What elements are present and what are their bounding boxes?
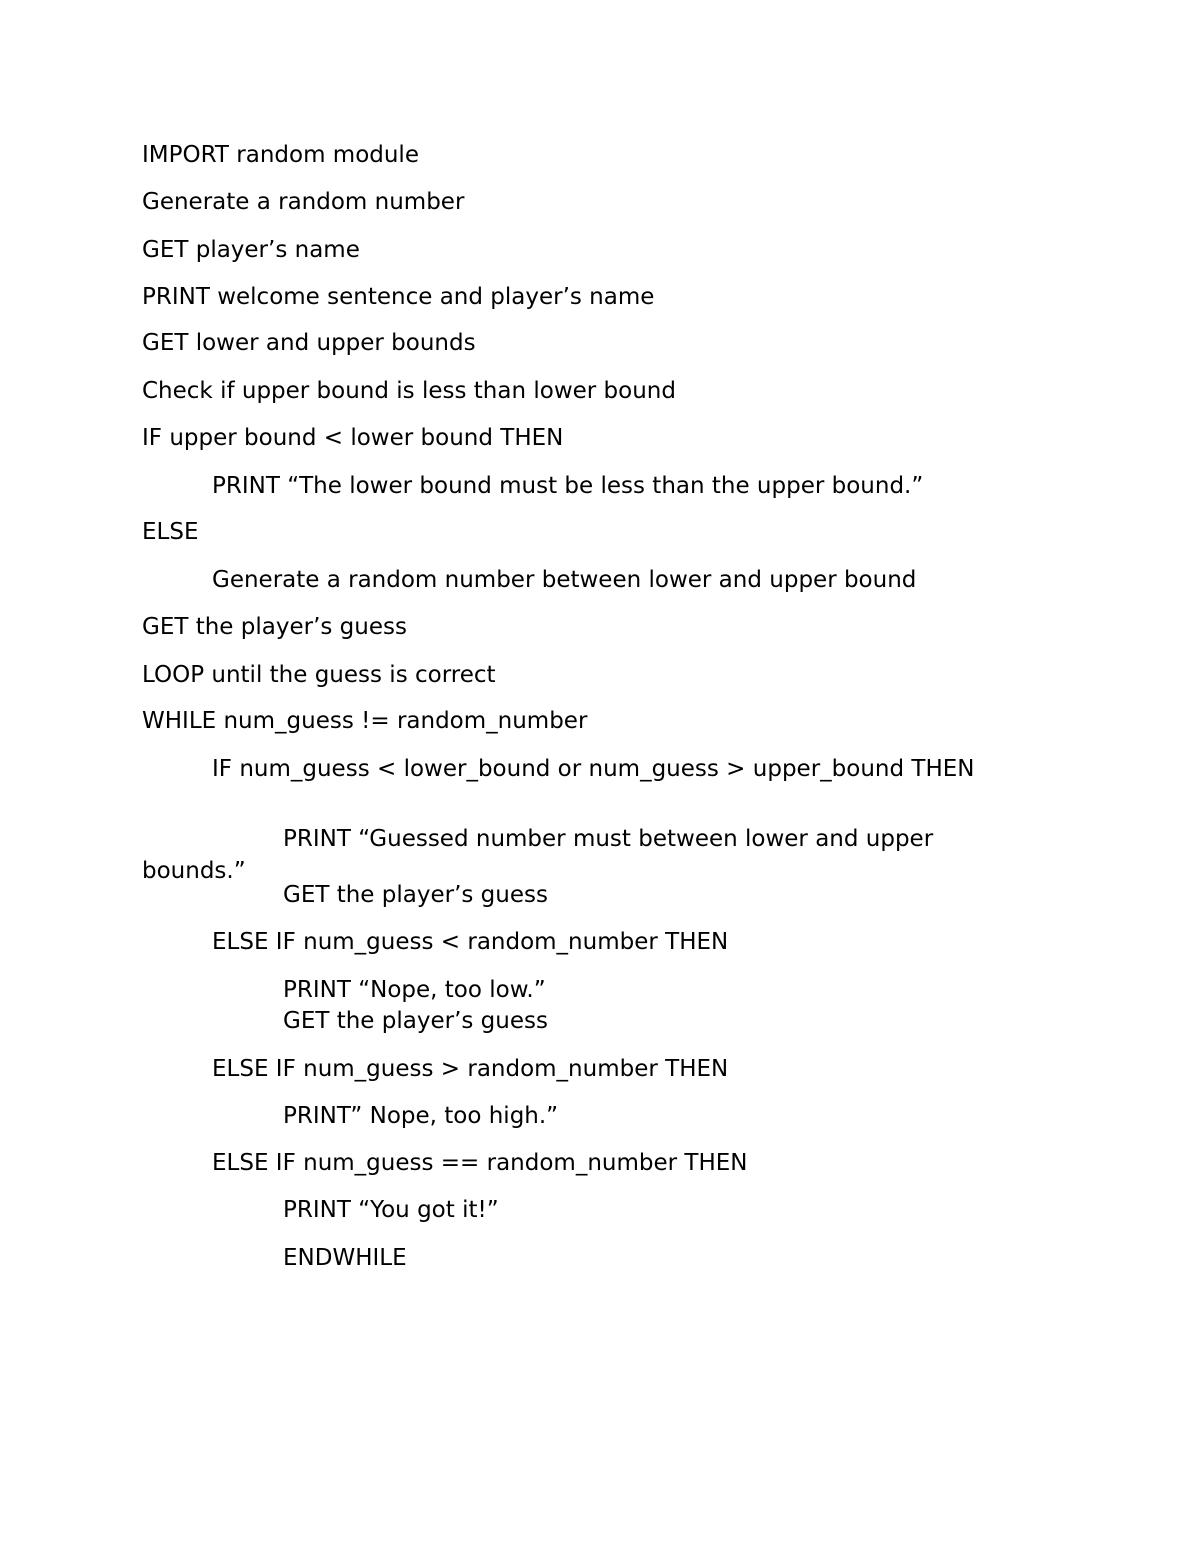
pseudocode-line: PRINT” Nope, too high.” [283,1103,559,1129]
pseudocode-line: PRINT “Guessed number must between lower and upper bounds.” [142,826,934,884]
pseudocode-line: ELSE [142,519,199,545]
pseudocode-line: WHILE num_guess != random_number [142,708,588,734]
pseudocode-line: GET the player’s guess [142,614,407,640]
pseudocode-line: ENDWHILE [283,1245,407,1271]
pseudocode-line: Generate a random number [142,189,465,215]
pseudocode-line: IF upper bound < lower bound THEN [142,425,564,451]
pseudocode-line: PRINT welcome sentence and player’s name [142,284,655,310]
pseudocode-line: Generate a random number between lower and upper bound [212,567,917,593]
pseudocode-line: Check if upper bound is less than lower bound [142,378,676,404]
pseudocode-line: GET the player’s guess [283,882,548,908]
pseudocode-line: GET lower and upper bounds [142,330,476,356]
pseudocode-line: PRINT “The lower bound must be less than the upper bound.” [212,473,924,499]
pseudocode-line: IF num_guess < lower_bound or num_guess > upper_bound THEN [212,756,975,782]
pseudocode-line: GET player’s name [142,237,360,263]
pseudocode-line: GET the player’s guess [283,1008,548,1034]
pseudocode-line: ELSE IF num_guess > random_number THEN [212,1056,729,1082]
pseudocode-line: PRINT “You got it!” [283,1197,499,1223]
pseudocode-line: ELSE IF num_guess == random_number THEN [212,1150,748,1176]
pseudocode-line: IMPORT random module [142,142,419,168]
pseudocode-line: LOOP until the guess is correct [142,662,496,688]
pseudocode-line: ELSE IF num_guess < random_number THEN [212,929,729,955]
pseudocode-line: PRINT “Nope, too low.” [283,977,546,1003]
